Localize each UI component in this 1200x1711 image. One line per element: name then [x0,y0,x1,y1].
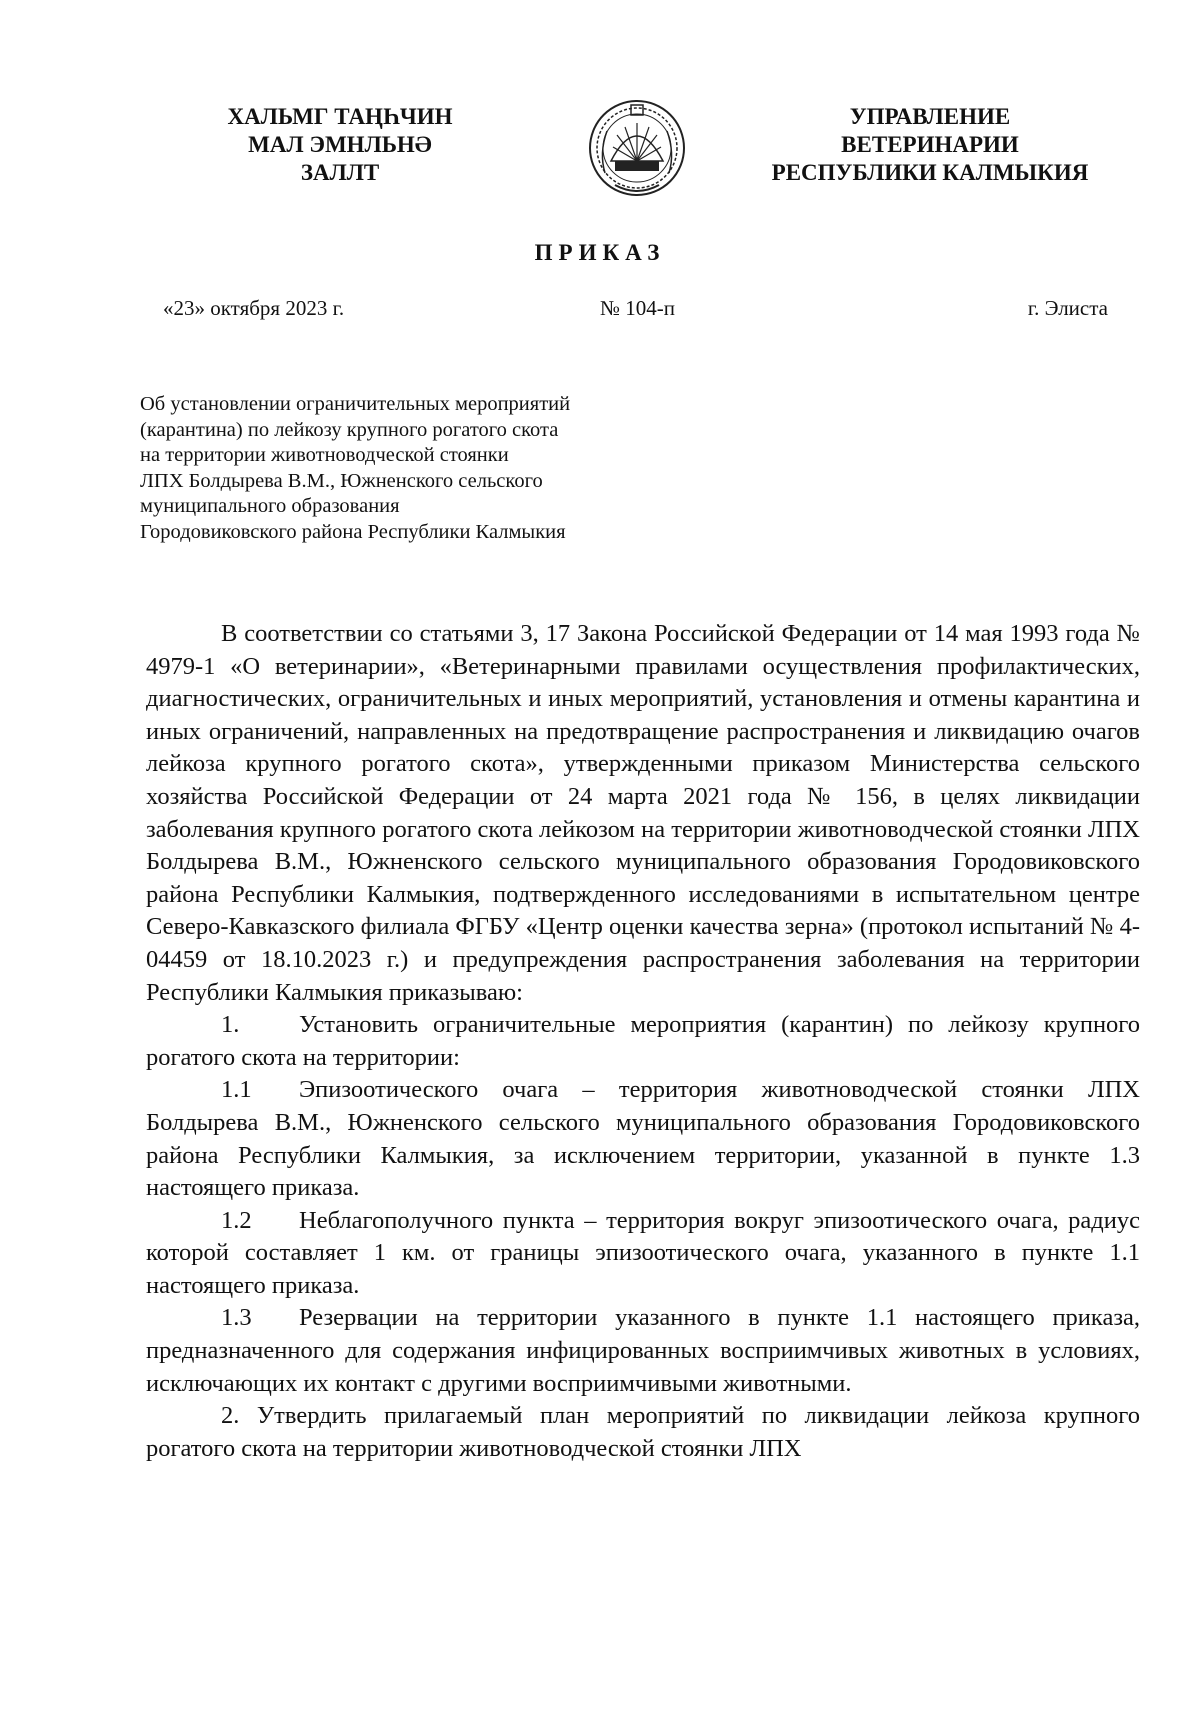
item-number: 1.1 [221,1076,252,1104]
item-text: Резервации на территории указанного в пункте 1.1 настоящего приказа, предназначенного для содержания инфицированных восприимчивых животных в условиях, исключающих их контакт с другими восприимчивыми животными. [146,1304,1140,1397]
item-number: 1. [221,1011,240,1039]
item-1 [146,1009,1140,1074]
header-right-line: ВЕТЕРИНАРИИ [841,132,1019,157]
header-right-russian [740,103,1120,187]
order-title: ПРИКАЗ [534,240,666,265]
coat-of-arms-icon [585,93,690,208]
item-text: Эпизоотического очага – территория животноводческой стоянки ЛПХ Болдырева В.М., Южненского сельского муниципального образования Городовиковского района Республики Калмыкия, за исключением территории, указанной в пункте 1.3 настоящего приказа. [146,1076,1140,1202]
subject-line: на территории животноводческой стоянки [140,444,509,466]
header-right-line: УПРАВЛЕНИЕ [849,104,1011,129]
item-1-3 [146,1302,1140,1400]
item-text: Установить ограничительные мероприятия (карантин) по лейкозу крупного рогатого скота на территории: [146,1011,1140,1071]
order-body [146,618,1140,1465]
header-left-line: ХАЛЬМГ ТАҢҺЧИН [227,104,453,129]
item-number: 1.2 [221,1206,252,1234]
item-number: 1.3 [221,1304,252,1332]
subject-line: муниципального образования [140,495,400,517]
subject-line: Об установлении ограничительных мероприятий [140,393,571,415]
item-2: 2. Утвердить прилагаемый план мероприятий по ликвидации лейкоза крупного рогатого скота на территории животноводческой стоянки ЛПХ [146,1402,1140,1462]
item-1-1 [146,1074,1140,1204]
header-left-kalmyk [190,103,490,187]
order-city: г. Элиста [1027,296,1108,320]
subject-line: ЛПХ Болдырева В.М., Южненского сельского [140,469,543,492]
order-number: № 104-п [600,296,676,320]
order-date: «23» октября 2023 г. [163,296,345,320]
header-right-line: РЕСПУБЛИКИ КАЛМЫКИЯ [771,160,1089,185]
subject-line: Городовиковского района Республики Калмыкия [140,520,566,543]
item-1-2 [146,1205,1140,1303]
header-left-line: МАЛ ЭМНЛЬНӘ [248,132,432,157]
header-left-line: ЗАЛЛТ [300,160,380,185]
order-subject [140,392,700,545]
intro-paragraph: В соответствии со статьями 3, 17 Закона Российской Федерации от 14 мая 1993 года № 4979-1 «О ветеринарии», «Ветеринарными правилами осуществления профилактических, диагностических, ограничительных и иных мероприятий, установления и отмены карантина и иных ограничений, направленных на предотвращение распространения и ликвидацию очагов лейкоза крупного рогатого скота», утвержденными приказом Министерства сельского хозяйства Российской Федерации от 24 марта 2021 года № 156, в целях ликвидации заболевания крупного рогатого скота лейкозом на территории животноводческой стоянки ЛПХ Болдырева В.М., Южненского сельского муниципального образования Городовиковского района Республики Калмыкия, подтвержденного исследованиями в испытательном центре Северо-Кавказского филиала ФГБУ «Центр оценки качества зерна» (протокол испытаний № 4-04459 от 18.10.2023 г.) и предупреждения распространения заболевания на территории Республики Калмыкия приказываю: [146,620,1140,1006]
subject-line: (карантина) по лейкозу крупного рогатого скота [140,418,559,441]
item-text: Неблагополучного пункта – территория вокруг эпизоотического очага, радиус которой составляет 1 км. от границы эпизоотического очага, указанного в пункте 1.1 настоящего приказа. [146,1206,1140,1299]
